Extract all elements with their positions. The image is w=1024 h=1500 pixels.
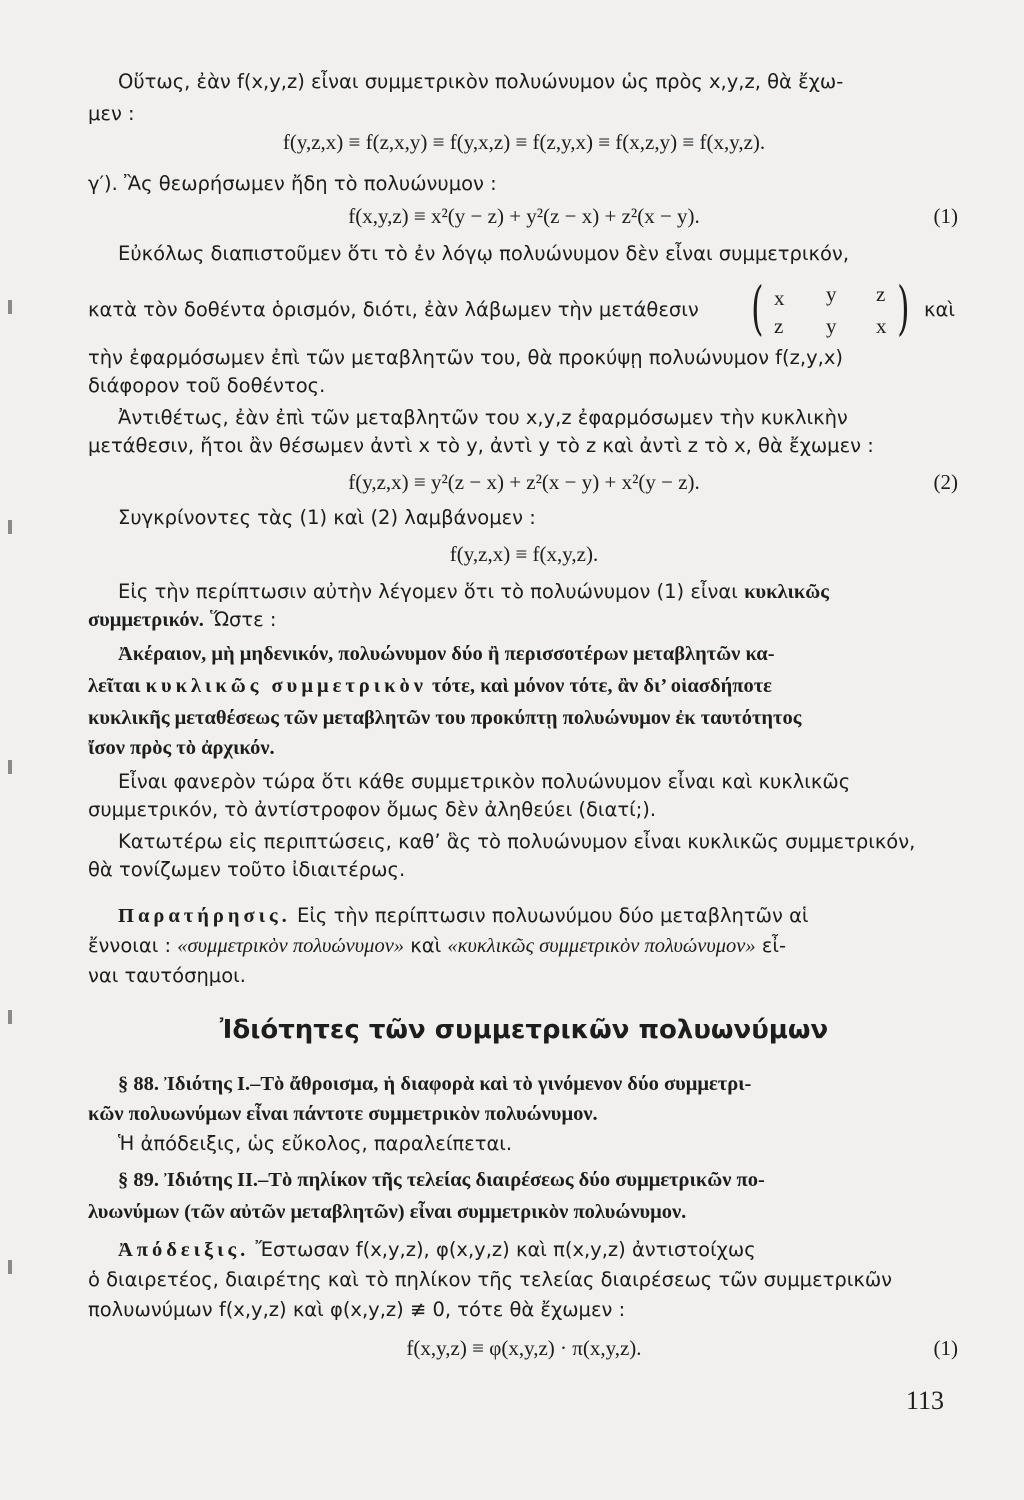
text-line: γ′). Ἂς θεωρήσωμεν ἤδη τὸ πολυώνυμον :	[88, 172, 497, 195]
margin-mark	[8, 1260, 12, 1274]
definition-line: κυκλικῆς μεταθέσεως τῶν μεταβλητῶν του προκύπτῃ πολυώνυμον ἐκ ταυτότητος	[88, 707, 802, 729]
left-paren-icon: (	[751, 274, 764, 342]
text-line	[118, 578, 960, 606]
text-span: εἶ-	[761, 934, 787, 957]
text-line: Κατωτέρω εἰς περιπτώσεις, καθ’ ἃς τὸ πολυώνυμον εἶναι κυκλικῶς συμμετρικόν,	[118, 830, 916, 853]
remark-line	[88, 932, 960, 960]
text-line: καὶ	[924, 298, 955, 321]
remark-line: ναι ταυτόσημοι.	[88, 964, 246, 987]
proof-line	[118, 1236, 960, 1264]
equation-3: f(y,z,x) ≡ f(x,y,z).	[449, 542, 599, 566]
text-span: ἔννοιαι :	[88, 934, 172, 957]
text-line: διάφορον τοῦ δοθέντος.	[88, 374, 326, 397]
text-line: μετάθεσιν, ἤτοι ἂν θέσωμεν ἀντὶ x τὸ y, ἀντὶ y τὸ z καὶ ἀντὶ z τὸ x, θὰ ἔχωμεν :	[88, 434, 874, 457]
property-line: λυωνύμων (τῶν αὐτῶν μεταβλητῶν) εἶναι συμμετρικὸν πολυώνυμον.	[88, 1201, 687, 1223]
definition-line: Ἀκέραιον, μὴ μηδενικόν, πολυώνυμον δύο ἢ περισσοτέρων μεταβλητῶν κα-	[118, 643, 775, 665]
property-label: § 88. Ἰδιότης Ι.–	[118, 1073, 261, 1095]
right-paren-icon: )	[897, 274, 910, 342]
equation-4-number: (1)	[933, 1336, 958, 1360]
property-text: Τὸ πηλίκον τῆς τελείας διαιρέσεως δύο συμμετρικῶν πο-	[268, 1169, 765, 1191]
margin-mark	[8, 520, 12, 534]
proof-line: πολυωνύμων f(x,y,z) καὶ φ(x,y,z) ≢ 0, τότε θὰ ἔχωμεν :	[88, 1298, 626, 1321]
term-cyclic: κυκλικῶς	[744, 581, 829, 603]
text-line: τὴν ἐφαρμόσωμεν ἐπὶ τῶν μεταβλητῶν του, θὰ προκύψῃ πολυώνυμον f(z,y,x)	[88, 346, 843, 369]
margin-mark	[8, 1010, 12, 1024]
text-line: μεν :	[88, 102, 135, 125]
text-line: Εὐκόλως διαπιστοῦμεν ὅτι τὸ ἐν λόγῳ πολυώνυμον δὲν εἶναι συμμετρικόν,	[118, 242, 850, 265]
matrix-cell: x	[876, 314, 887, 338]
matrix-cell: z	[876, 282, 886, 306]
matrix-cell: x	[774, 286, 785, 310]
text-span: Εἰς τὴν περίπτωσιν αὐτὴν λέγομεν ὅτι τὸ πολυώνυμον (1) εἶναι	[118, 580, 738, 603]
text-line: Εἶναι φανερὸν τώρα ὅτι κάθε συμμετρικὸν πολυώνυμον εἶναι καὶ κυκλικῶς	[118, 770, 851, 793]
term-symmetric: συμμετρικόν.	[88, 609, 204, 631]
margin-mark	[8, 300, 12, 314]
text-line: Ἡ ἀπόδειξις, ὡς εὔκολος, παραλείπεται.	[118, 1132, 513, 1155]
defined-term: κυκλικῶς συμμετρικὸν	[145, 675, 427, 697]
text-line: συμμετρικόν, τὸ ἀντίστροφον ὅμως δὲν ἀληθεύει (διατί;).	[88, 798, 657, 821]
text-line	[88, 606, 960, 634]
quoted-term: «συμμετρικὸν πολυώνυμον»	[177, 935, 405, 957]
text-span: Ἔστωσαν f(x,y,z), φ(x,y,z) καὶ π(x,y,z) ἀντιστοίχως	[255, 1238, 756, 1261]
equation-chain: f(y,z,x) ≡ f(z,x,y) ≡ f(y,x,z) ≡ f(z,y,x) ≡ f(x,z,y) ≡ f(x,y,z).	[282, 130, 766, 154]
equation-1-number: (1)	[933, 204, 958, 228]
permutation-matrix	[751, 274, 922, 342]
definition-line	[88, 672, 960, 700]
remark-line	[118, 902, 960, 930]
text-line: Ἀντιθέτως, ἐὰν ἐπὶ τῶν μεταβλητῶν του x,y,z ἐφαρμόσωμεν τὴν κυκλικὴν	[118, 406, 848, 429]
quoted-term: «κυκλικῶς συμμετρικὸν πολυώνυμον»	[447, 935, 756, 957]
matrix-cell: z	[774, 314, 784, 338]
text-span: καὶ	[410, 934, 442, 957]
property-label: § 89. Ἰδιότης ΙΙ.–	[118, 1169, 269, 1191]
property-line	[118, 1070, 960, 1098]
text-line: Οὕτως, ἐὰν f(x,y,z) εἶναι συμμετρικὸν πολυώνυμον ὡς πρὸς x,y,z, θὰ ἔχω-	[118, 70, 844, 93]
text-line: Συγκρίνοντες τὰς (1) καὶ (2) λαμβάνομεν :	[118, 506, 536, 529]
matrix-cell: y	[826, 282, 837, 306]
matrix-cell: y	[826, 314, 837, 338]
text-span: λεῖται	[88, 675, 141, 697]
property-text: Τὸ ἄθροισμα, ἡ διαφορὰ καὶ τὸ γινόμενον δύο συμμετρι-	[260, 1073, 752, 1095]
proof-label: Ἀπόδειξις.	[118, 1239, 250, 1261]
remark-label: Παρατήρησις.	[118, 905, 291, 927]
property-line: κῶν πολυωνύμων εἶναι πάντοτε συμμετρικὸν πολυώνυμον.	[88, 1103, 598, 1125]
text-line: κατὰ τὸν δοθέντα ὁρισμόν, διότι, ἐὰν λάβωμεν τὴν μετάθεσιν	[88, 298, 699, 321]
text-span: Εἰς τὴν περίπτωσιν πολυωνύμου δύο μεταβλητῶν αἱ	[297, 904, 809, 927]
equation-2: f(y,z,x) ≡ y²(z − x) + z²(x − y) + x²(y − z).	[348, 470, 700, 494]
margin-mark	[8, 760, 12, 774]
equation-4: f(x,y,z) ≡ φ(x,y,z) · π(x,y,z).	[406, 1336, 642, 1360]
definition-line: ἴσον πρὸς τὸ ἀρχικόν.	[88, 737, 275, 759]
section-heading: Ἰδιότητες τῶν συμμετρικῶν πολυωνύμων	[219, 1015, 829, 1045]
property-line	[118, 1166, 960, 1194]
proof-line: ὁ διαιρετέος, διαιρέτης καὶ τὸ πηλίκον τῆς τελείας διαιρέσεως τῶν συμμετρικῶν	[88, 1268, 893, 1291]
equation-2-number: (2)	[933, 470, 958, 494]
text-line: θὰ τονίζωμεν τοῦτο ἰδιαιτέρως.	[88, 858, 406, 881]
text-span: Ὥστε :	[203, 608, 277, 631]
equation-1: f(x,y,z) ≡ x²(y − z) + y²(z − x) + z²(x − y).	[348, 204, 700, 228]
page-number: 113	[906, 1386, 945, 1415]
text-span: τότε, καὶ μόνον τότε, ἂν δι’ οἱασδήποτε	[432, 675, 772, 697]
